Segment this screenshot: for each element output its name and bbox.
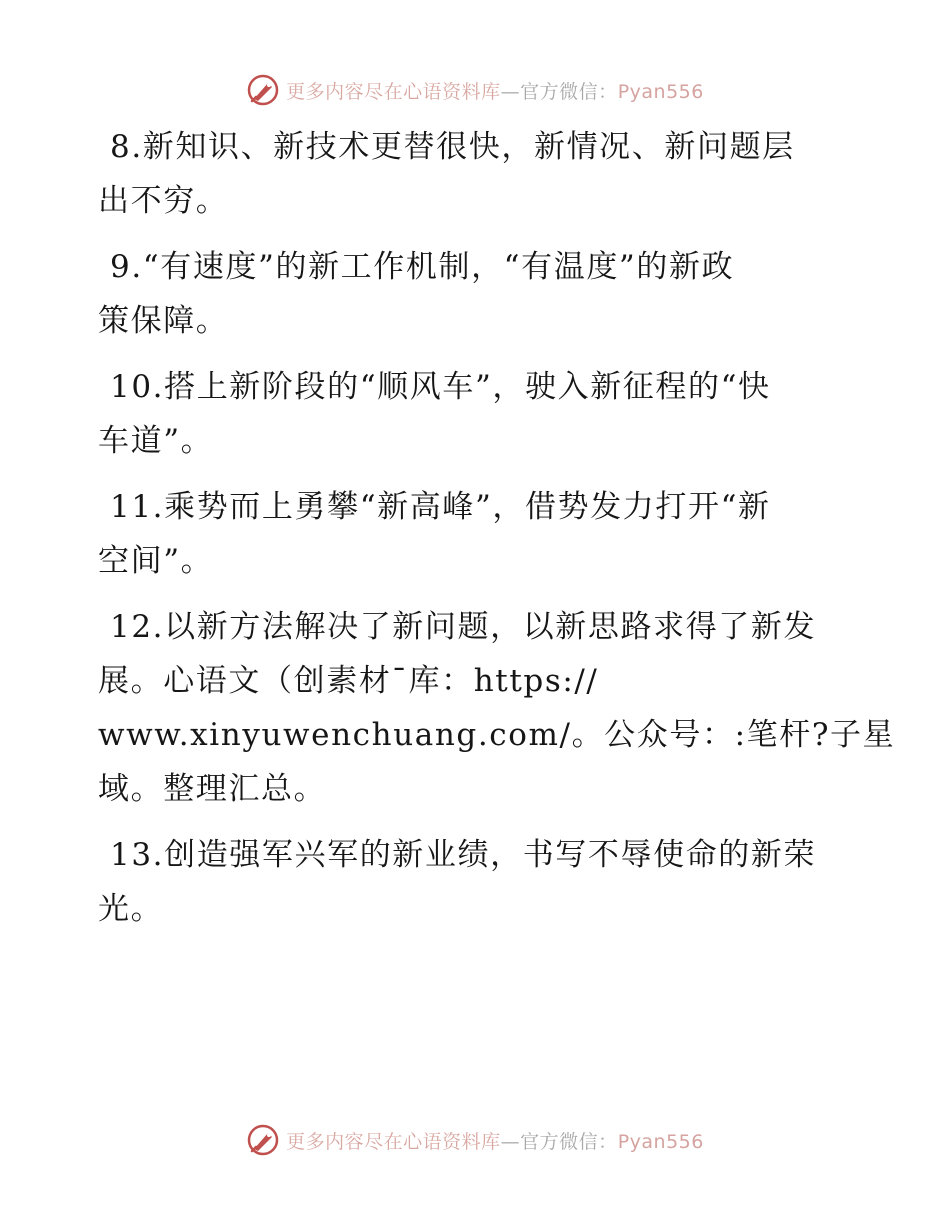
list-item: [98, 240, 858, 348]
watermark-site-name: 更多内容尽在心语资料库: [286, 80, 501, 103]
text-line: 策保障。: [98, 303, 229, 339]
watermark-dash: —: [500, 1130, 521, 1153]
list-item: [98, 600, 896, 816]
watermark-official-label: 官方微信：: [520, 80, 618, 103]
footer-watermark: [0, 1120, 950, 1160]
pen-nib-icon: [246, 1123, 280, 1157]
text-line: 10.搭上新阶段的“顺风车”，驶入新征程的“快: [110, 369, 771, 405]
text-line: 出不穷。: [98, 183, 229, 219]
watermark-wechat-id: Pyan556: [617, 1130, 704, 1153]
text-line: 12.以新方法解决了新问题，以新思路求得了新发: [110, 609, 817, 645]
document-body: [98, 120, 896, 948]
watermark-wechat-id: Pyan556: [617, 80, 704, 103]
text-line: 光。: [98, 891, 164, 927]
text-line: www.xinyuwenchuang.com/。公众号：:笔杆?子星: [98, 717, 896, 753]
text-line: 9.“有速度”的新工作机制，“有温度”的新政: [110, 249, 735, 285]
watermark-dash: —: [500, 80, 521, 103]
list-item: [98, 120, 858, 228]
watermark-official-label: 官方微信：: [520, 1130, 618, 1153]
list-item: [98, 828, 858, 936]
text-line: 域。整理汇总。: [98, 771, 327, 807]
watermark-site-name: 更多内容尽在心语资料库: [286, 1130, 501, 1153]
list-item: [98, 360, 858, 468]
list-item: [98, 480, 858, 588]
text-line: 13.创造强军兴军的新业绩，书写不辱使命的新荣: [110, 837, 817, 873]
pen-nib-icon: [246, 73, 280, 107]
text-line: 车道”。: [98, 423, 214, 459]
text-line: 8.新知识、新技术更替很快，新情况、新问题层: [110, 129, 795, 165]
header-watermark: [0, 70, 950, 110]
text-line: 11.乘势而上勇攀“新高峰”，借势发力打开“新: [110, 489, 771, 525]
text-line: 空间”。: [98, 543, 214, 579]
text-line: 展。心语文（创素材¯库：https://: [98, 663, 599, 699]
